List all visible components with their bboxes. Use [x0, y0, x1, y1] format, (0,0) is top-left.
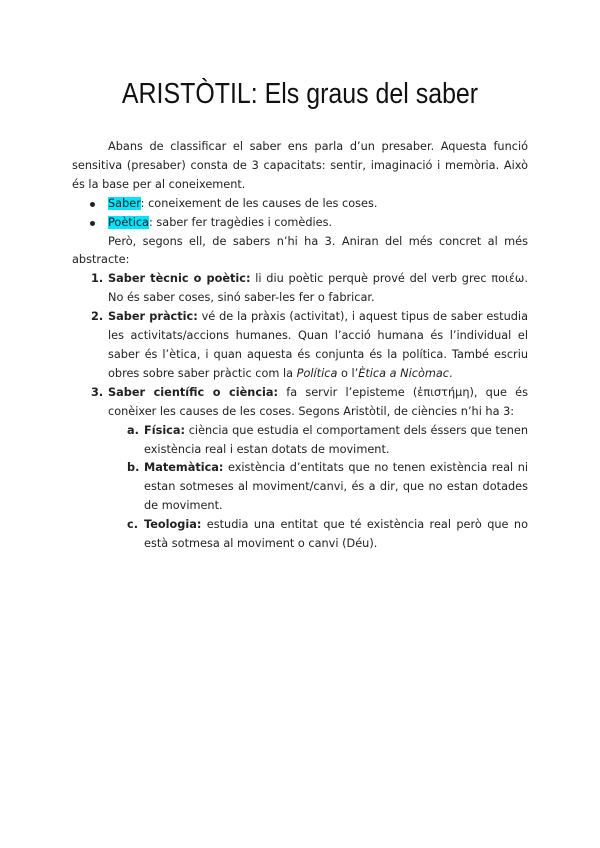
numbered-list — [72, 270, 528, 554]
bullet-icon — [90, 221, 95, 226]
list-number: 3. — [91, 385, 104, 399]
item-text: o l’ — [337, 366, 359, 380]
item-text: vé de la pràxis (activitat), i aquest tipus de saber estudia les activitats/accions humanes. Quan l’acció humana és l’individual el saber és l’ètica, i quan aquesta és conjunta és la política. També escriu obres sobre saber pràctic com la — [108, 310, 528, 380]
list-number: 2. — [91, 310, 104, 324]
list-letter: c. — [127, 518, 138, 532]
sub-text: estudia una entitat que té existència real però que no està sotmesa al moviment o canvi (Déu). — [144, 518, 528, 551]
sub-item-teologia — [127, 516, 528, 554]
highlighted-term: Saber — [108, 196, 141, 210]
sub-item-matematica — [127, 459, 528, 516]
page-title: ARISTÒTIL: Els graus del saber — [121, 78, 479, 110]
bullet-text: : coneixement de les causes de les coses. — [140, 196, 378, 210]
item-term: Saber pràctic: — [108, 310, 198, 324]
bullet-text: : saber fer tragèdies i comèdies. — [148, 215, 333, 229]
list-letter: a. — [127, 423, 139, 437]
item-text: . — [449, 366, 453, 380]
document-body — [72, 138, 528, 554]
list-item-saber-cientific — [91, 384, 528, 554]
list-number: 1. — [91, 272, 104, 286]
sub-term: Física: — [144, 423, 186, 437]
bullet-item — [90, 214, 528, 233]
sub-text: ciència que estudia el comportament dels éssers que tenen existència real i estan dotats de moviment. — [144, 423, 528, 456]
list-item-saber-tecnic — [91, 270, 528, 308]
transition-paragraph: Però, segons ell, de sabers n’hi ha 3. Aniran del més concret al més abstracte: — [72, 234, 528, 267]
item-text: fa servir l’episteme (ἐπιστήμη), que és conèixer les causes de les coses. Segons Aristòtil, de ciències n’hi ha 3: — [108, 385, 528, 418]
bullet-icon — [90, 202, 95, 207]
bullet-item — [90, 195, 528, 214]
list-letter: b. — [127, 461, 140, 475]
sub-item-fisica — [127, 422, 528, 460]
item-term: Saber tècnic o poètic: — [108, 272, 251, 286]
bullet-list — [72, 195, 528, 233]
item-term: Saber científic o ciència: — [108, 385, 279, 399]
intro-paragraph: Abans de classificar el saber ens parla d’un presaber. Aquesta funció sensitiva (presaber) consta de 3 capacitats: sentir, imaginació i memòria. Això és la base per al coneixement. — [72, 140, 528, 191]
lettered-list — [108, 422, 528, 554]
list-item-saber-practic — [91, 308, 528, 384]
item-text: li diu poètic perquè prové del verb grec ποιέω. No és saber coses, sinó saber-les fer o fabricar. — [108, 272, 528, 305]
work-title: Política — [296, 366, 338, 380]
sub-term: Matemàtica: — [144, 461, 224, 475]
highlighted-term: Poètica — [108, 215, 149, 229]
sub-text: existència d’entitats que no tenen existència real ni estan sotmeses al moviment/canvi, és a dir, que no estan dotades de moviment. — [144, 461, 528, 513]
sub-term: Teologia: — [144, 518, 202, 532]
work-title: Ètica a Nicòmac — [358, 366, 449, 380]
